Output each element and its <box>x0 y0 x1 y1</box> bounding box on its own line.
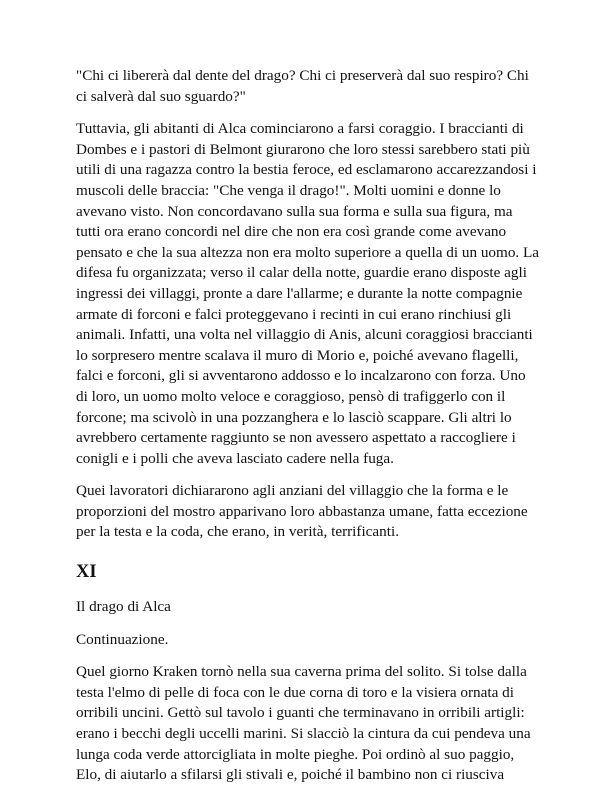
body-paragraph-2: Quei lavoratori dichiararono agli anziani del villaggio che la forma e le proporzioni del mostro apparivano loro abbastanza umane, fatta eccezione per la testa e la coda, che erano, in verità, terrificanti. <box>76 482 528 541</box>
chapter-title: Il drago di Alca <box>76 598 171 616</box>
body-paragraph-3: Quel giorno Kraken tornò nella sua caverna prima del solito. Si tolse dalla testa l'elmo di pelle di foca con le due corna di toro e la visiera ornata di orribili uncini. Gettò sul tavolo i guanti che terminavano in orribili artigli: erano i becchi degli uccelli marini. Si slacciò la cintura da cui pendeva una lunga coda verde attorcigliata in molte pieghe. Poi ordinò al suo paggio, Elo, di aiutarlo a sfilarsi gli stivali e, poiché il bambino non ci riusciva <box>76 663 531 784</box>
quote-paragraph: "Chi ci libererà dal dente del drago? Chi ci preserverà dal suo respiro? Chi ci salverà dal suo sguardo?" <box>76 67 529 105</box>
body-paragraph-1: Tuttavia, gli abitanti di Alca cominciarono a farsi coraggio. I braccianti di Dombes e i pastori di Belmont giurarono che loro stessi sarebbero stati più utili di una ragazza contro la bestia feroce, ed esclamarono accarezzandosi i muscoli delle braccia: "Che venga il drago!". Molti uomini e donne lo avevano visto. Non concordavano sulla sua forma e sulla sua figura, ma tutti ora erano concordi nel dire che non era così grande come avevano pensato e che la sua altezza non era molto superiore a quella di un uomo. La difesa fu organizzata; verso il calar della notte, guardie erano disposte agli ingressi dei villaggi, pronte a dare l'allarme; e durante la notte compagnie armate di forconi e falci proteggevano i recinti in cui erano rinchiusi gli animali. Infatti, una volta nel villaggio di Anis, alcuni coraggiosi braccianti lo sorpresero mentre scalava il muro di Morio e, poiché avevano flagelli, falci e forconi, gli si avventarono addosso e lo incalzarono con forza. Uno di loro, un uomo molto veloce e coraggioso, pensò di trafiggerlo con il forcone; ma scivolò in una pozzanghera e lo lasciò scappare. Gli altri lo avrebbero certamente raggiunto se non avessero aspettato a raccogliere i conigli e i polli che aveva lasciato cadere nella fuga. <box>76 120 540 467</box>
chapter-heading: XI <box>76 562 97 583</box>
document-page <box>76 66 552 798</box>
chapter-subtitle: Continuazione. <box>76 630 169 648</box>
